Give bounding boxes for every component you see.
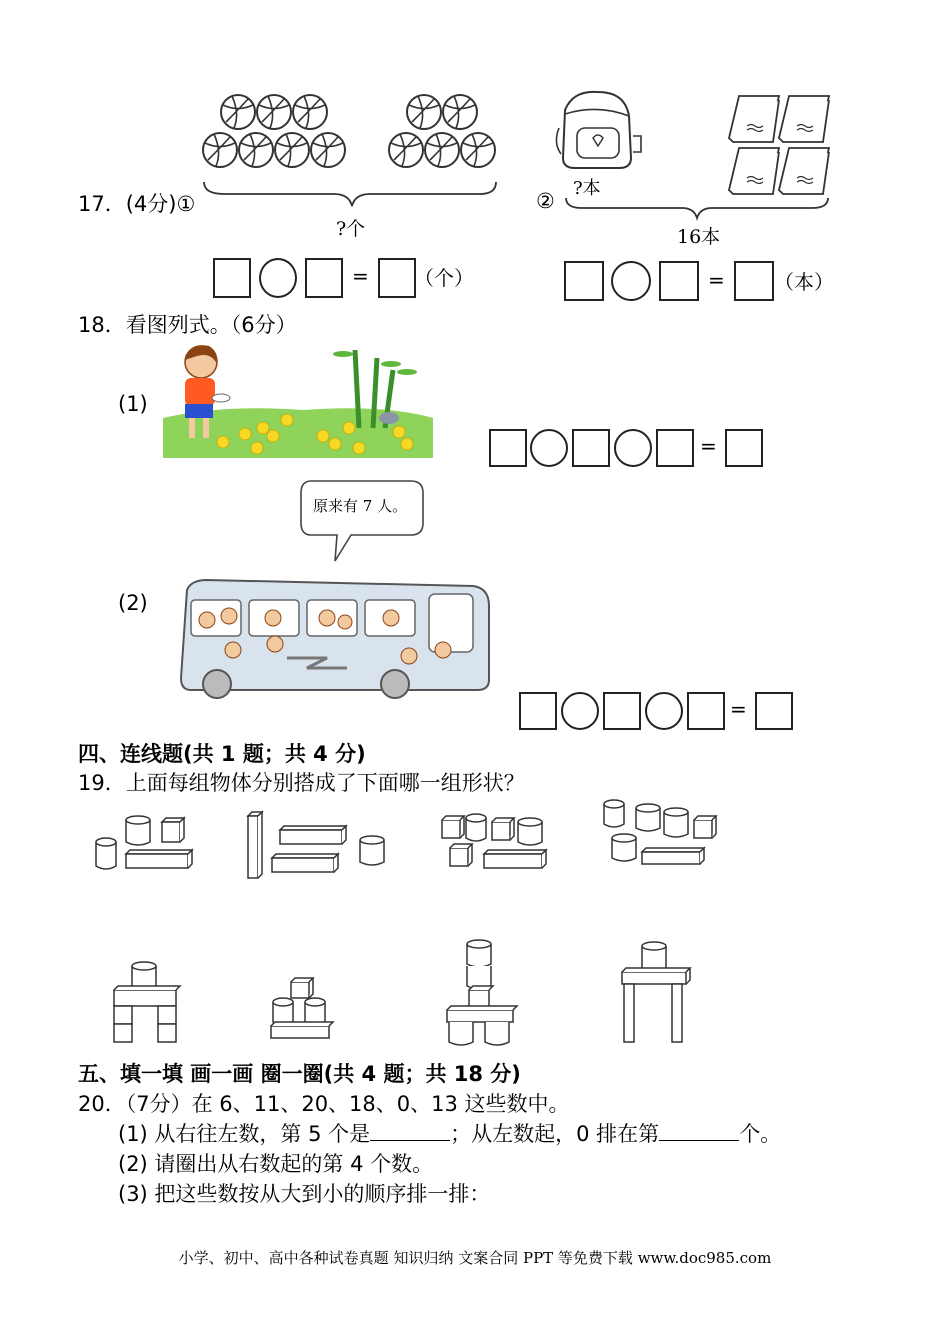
answer-box[interactable]	[213, 258, 251, 298]
q20-label: 20．（7分）在 6、11、20、18、0、13 这些数中。	[78, 1092, 570, 1116]
q17-part1-unit: （个）	[414, 266, 474, 290]
answer-box[interactable]	[378, 258, 416, 298]
equals-sign: =	[708, 268, 725, 292]
operator-circle[interactable]	[561, 692, 599, 730]
answer-blank[interactable]	[370, 1120, 450, 1141]
brace-icon	[204, 180, 504, 210]
page-footer: 小学、初中、高中各种试卷真题 知识归纳 文案合同 PPT 等免费下载 www.doc985.com	[178, 1249, 772, 1267]
answer-box[interactable]	[755, 692, 793, 730]
q20-item-3: (3) 把这些数按从大到小的顺序排一排：	[118, 1182, 491, 1206]
q18-part2-marker: (2)	[118, 591, 148, 615]
q20-item-1	[118, 1118, 781, 1148]
answer-box[interactable]	[725, 429, 763, 467]
answer-box[interactable]	[489, 429, 527, 467]
bus-illustration	[177, 580, 497, 710]
q20-1-text-a: (1) 从右往左数，第 5 个是	[118, 1122, 371, 1146]
built-shape-2-icon[interactable]	[267, 976, 337, 1041]
answer-box[interactable]	[687, 692, 725, 730]
operator-circle[interactable]	[614, 429, 652, 467]
block-group-2-icon[interactable]	[244, 810, 394, 885]
q17-part2-question: ?本	[573, 178, 601, 199]
section5-heading: 五、填一填 画一画 圈一圈(共 4 题；共 18 分)	[78, 1062, 521, 1086]
answer-box[interactable]	[564, 261, 604, 301]
block-group-4-icon[interactable]	[600, 798, 725, 868]
books-icon	[725, 92, 835, 202]
answer-box[interactable]	[603, 692, 641, 730]
built-shape-4-icon[interactable]	[620, 938, 695, 1048]
q17-part1-question: ?个	[336, 218, 366, 240]
answer-box[interactable]	[656, 429, 694, 467]
equals-sign: =	[730, 697, 747, 721]
q20-1-text-c: 个。	[739, 1122, 782, 1146]
section4-heading: 四、连线题(共 1 题；共 4 分)	[78, 742, 366, 766]
answer-box[interactable]	[305, 258, 343, 298]
q17-part2-total: 16本	[677, 226, 721, 248]
built-shape-1-icon[interactable]	[110, 960, 180, 1045]
block-group-1-icon[interactable]	[92, 812, 202, 882]
q20-1-text-b: ；从左数起，0 排在第	[450, 1122, 660, 1146]
q20-item-2: (2) 请圈出从右数起的第 4 个数。	[118, 1152, 434, 1176]
operator-circle[interactable]	[645, 692, 683, 730]
backpack-icon	[553, 88, 643, 178]
q19-label: 19．上面每组物体分别搭成了下面哪一组形状？	[78, 771, 525, 795]
speech-bubble-icon	[299, 479, 429, 565]
q18-part1-marker: (1)	[118, 392, 148, 416]
answer-box[interactable]	[659, 261, 699, 301]
operator-circle[interactable]	[530, 429, 568, 467]
q17-part2-marker: ②	[536, 189, 555, 213]
volleyballs-illustration	[198, 90, 518, 190]
answer-box[interactable]	[519, 692, 557, 730]
q17-label: 17．(4分)①	[78, 192, 196, 216]
equals-sign: =	[352, 264, 369, 288]
girl-feeding-chicks-illustration	[163, 340, 438, 465]
answer-blank[interactable]	[659, 1120, 739, 1141]
answer-box[interactable]	[572, 429, 610, 467]
answer-box[interactable]	[734, 261, 774, 301]
speech-bubble-text: 原来有 7 人。	[313, 497, 408, 515]
q18-label: 18．看图列式。（6分）	[78, 313, 297, 337]
q17-part2-unit: （本）	[774, 270, 834, 294]
operator-circle[interactable]	[611, 261, 651, 301]
block-group-3-icon[interactable]	[440, 810, 555, 880]
built-shape-3-icon[interactable]	[445, 938, 520, 1048]
operator-circle[interactable]	[259, 258, 297, 298]
equals-sign: =	[700, 434, 717, 458]
